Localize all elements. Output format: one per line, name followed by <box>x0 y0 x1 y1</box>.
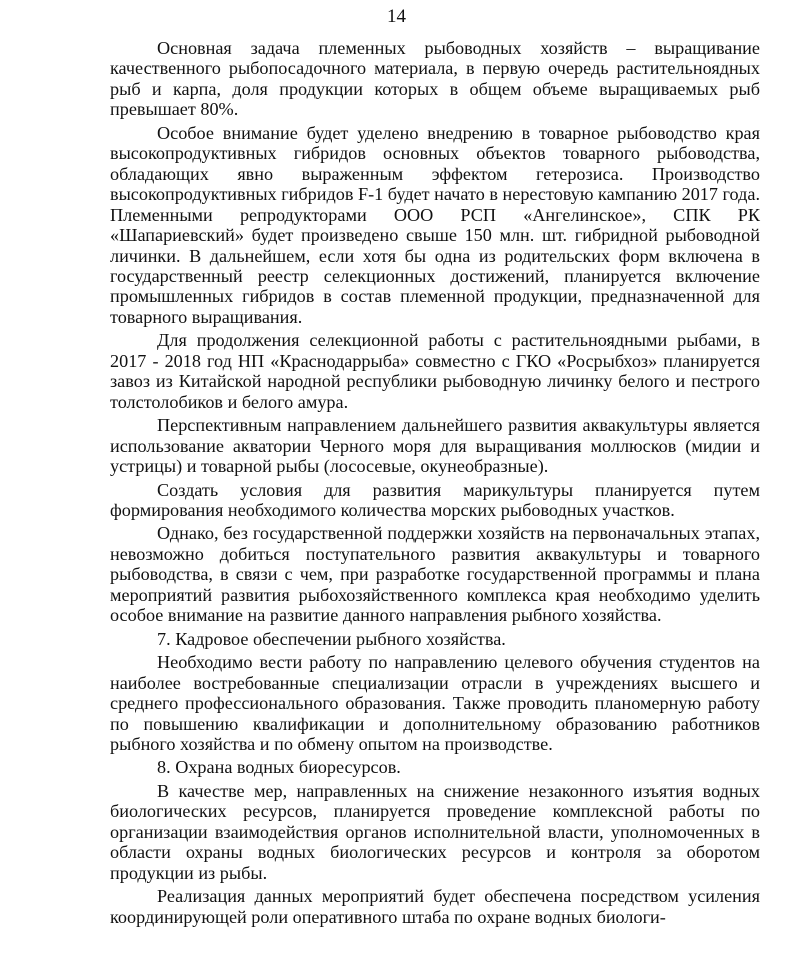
paragraph-protection-measures: В качестве мер, направленных на снижение незаконного изъятия водных биологических ресурсов, планируется проведение комплексной работы по организации взаимодействия органов исполнительной власти, уполномоченных в области охраны водных биологических ресурсов и контроля за оборотом продукции из рыбы. <box>110 780 760 883</box>
paragraph-breeding-task: Основная задача племенных рыбоводных хозяйств – выращивание качественного рыбопосадочного материала, в первую очередь растительноядных рыб и карпа, доля продукции которых в общем объеме выращиваемых рыб превышает 80%. <box>110 38 760 120</box>
section-heading-staffing: 7. Кадровое обеспечении рыбного хозяйства. <box>157 628 506 649</box>
paragraph-implementation: Реализация данных мероприятий будет обеспечена посредством усиления координирующей роли оперативного штаба по охране водных биологи- <box>110 886 760 927</box>
paragraph-staff-training: Необходимо вести работу по направлению целевого обучения студентов на наиболее востребованные специализации отрасли в учреждениях высшего и среднего профессионального образования. Также проводить планомерную работу по повышению квалификации и дополнительному образованию работников рыбного хозяйства и по обмену опытом на производстве. <box>110 652 760 754</box>
paragraph-hybrids: Особое внимание будет уделено внедрению в товарное рыбоводство края высокопродуктивных гибридов основных объектов товарного рыбоводства, обладающих явно выраженным эффектом гетерозиса. Производство высокопродуктивных гибридов F-1 будет начато в нерестовую кампанию 2017 года. Племенными репродукторами ООО РСП «Ангелинское», СПК РК «Шапариевский» будет произведено свыше 150 млн. шт. гибридной рыбоводной личинки. В дальнейшем, если хотя бы одна из родительских форм включена в государственный реестр селекционных достижений, планируется включение промышленных гибридов в состав племенной продукции, предназначенной для товарного выращивания. <box>110 122 760 327</box>
document-body <box>110 38 760 927</box>
paragraph-aquaculture-prospects: Перспективным направлением дальнейшего развития аквакультуры является использование акватории Черного моря для выращивания моллюсков (мидии и устрицы) и товарной рыбы (лососевые, окунеобразные). <box>110 415 760 477</box>
section-heading-protection: 8. Охрана водных биоресурсов. <box>157 757 401 778</box>
paragraph-state-support: Однако, без государственной поддержки хозяйств на первоначальных этапах, невозможно добиться поступательного развития аквакультуры и товарного рыбоводства, в связи с чем, при разработке государственной программы и плана мероприятий развития рыбохозяйственного комплекса края необходимо уделить особое внимание на развитие данного направления рыбного хозяйства. <box>110 523 760 626</box>
paragraph-selection-work: Для продолжения селекционной работы с растительноядными рыбами, в 2017 - 2018 год НП «Краснодаррыба» совместно с ГКО «Росрыбхоз» планируется завоз из Китайской народной республики рыбоводную личинку белого и пестрого толстолобиков и белого амура. <box>110 330 760 412</box>
page-number: 14 <box>387 6 406 27</box>
paragraph-mariculture: Создать условия для развития марикультуры планируется путем формирования необходимого количества морских рыбоводных участков. <box>110 479 760 520</box>
